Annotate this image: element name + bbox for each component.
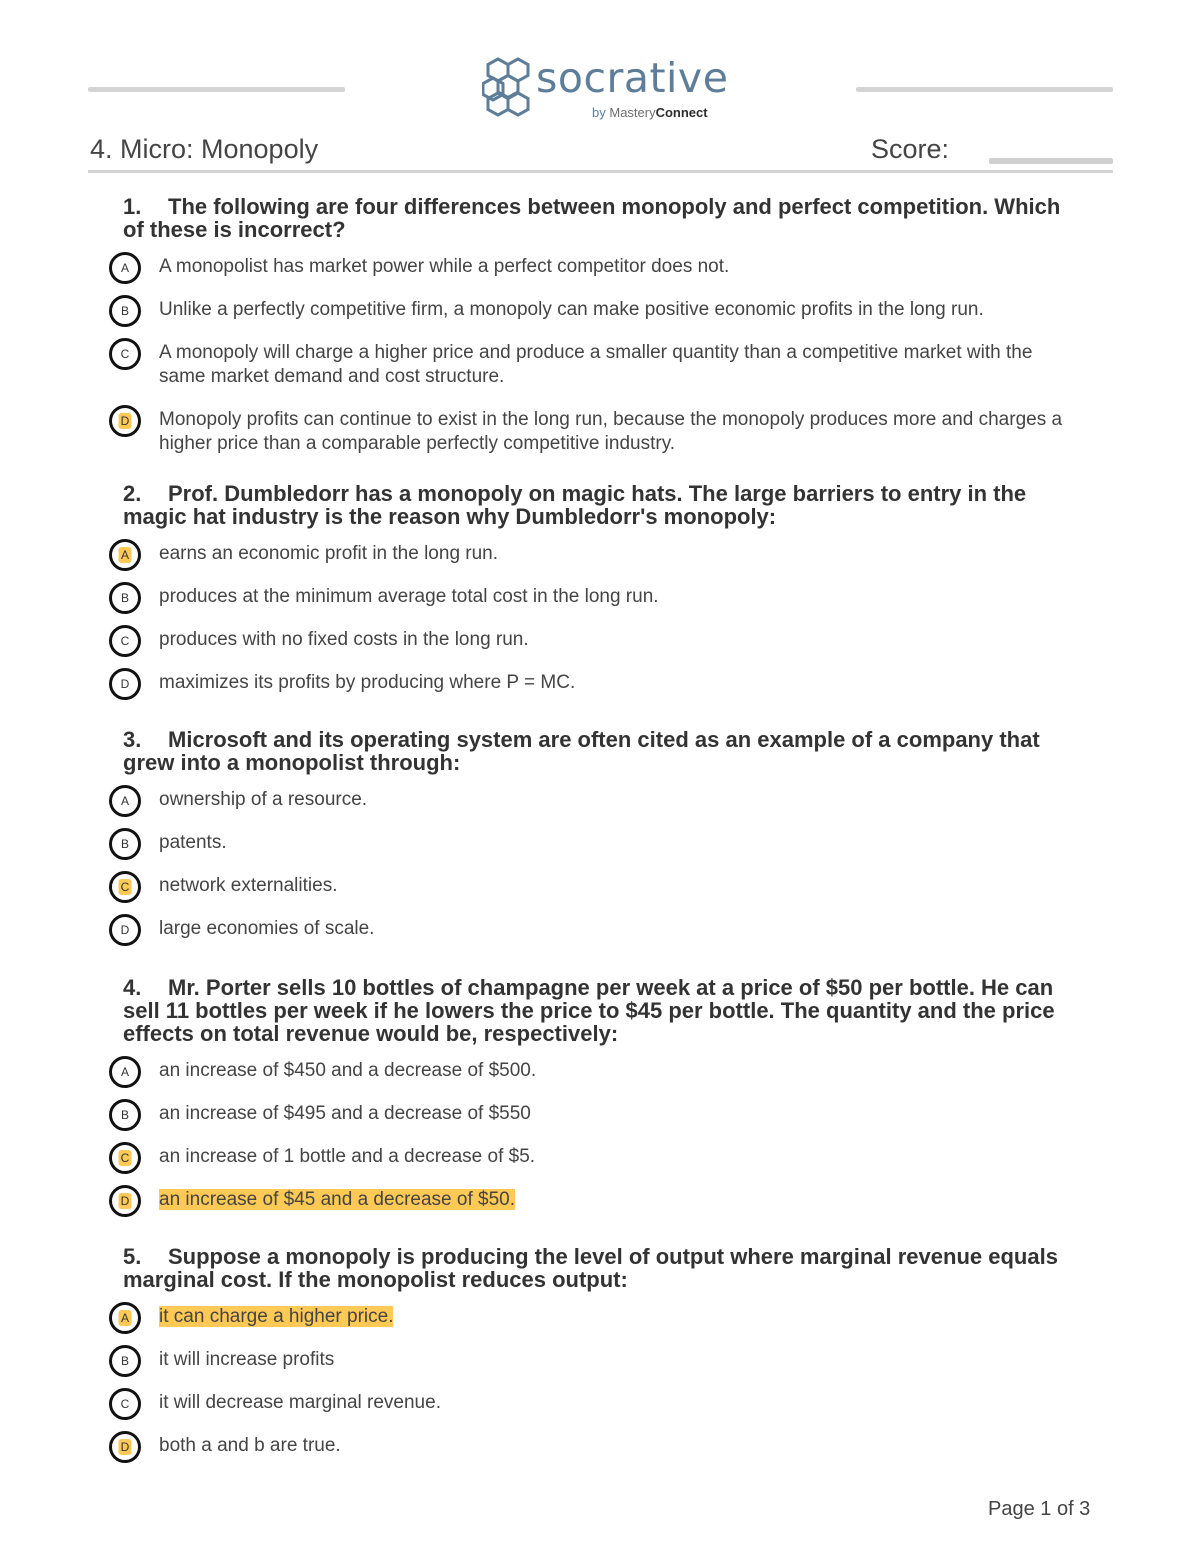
answer-option-b[interactable] xyxy=(120,1348,1083,1372)
option-text-content: A monopolist has market power while a perfect competitor does not. xyxy=(159,256,730,277)
option-text-content: it will increase profits xyxy=(159,1349,335,1370)
answer-bubble[interactable] xyxy=(109,828,141,860)
answer-option-a[interactable] xyxy=(120,255,1083,279)
option-letter: C xyxy=(120,347,130,361)
option-letter: C xyxy=(120,634,130,648)
option-text-content: it will decrease marginal revenue. xyxy=(159,1392,441,1413)
option-text xyxy=(159,408,1083,456)
option-letter: C xyxy=(119,879,132,895)
answer-option-c[interactable] xyxy=(120,1391,1083,1415)
option-letter: A xyxy=(119,547,132,563)
answer-option-b[interactable] xyxy=(120,831,1083,855)
logo-brand xyxy=(609,105,707,120)
option-text xyxy=(159,628,1083,652)
option-letter: D xyxy=(120,923,130,937)
question-1 xyxy=(120,194,1083,475)
option-text-content: earns an economic profit in the long run. xyxy=(159,543,499,564)
header-rule-right xyxy=(856,87,1113,92)
hexagon-logo-icon xyxy=(482,56,538,118)
answer-bubble[interactable] xyxy=(109,252,141,284)
score-label: Score: xyxy=(871,134,950,164)
answer-option-b[interactable] xyxy=(120,298,1083,322)
question-text xyxy=(123,1245,1083,1291)
page-number: Page 1 of 3 xyxy=(988,1498,1091,1520)
option-letter: D xyxy=(119,1439,132,1455)
answer-bubble[interactable] xyxy=(109,539,141,571)
option-text xyxy=(159,874,1083,898)
answer-option-a[interactable] xyxy=(120,1305,1083,1329)
answer-option-b[interactable] xyxy=(120,1102,1083,1126)
question-prompt: The following are four differences between monopoly and perfect competition. Which of these is incorrect? xyxy=(123,194,1061,242)
answer-option-d[interactable] xyxy=(120,1188,1083,1212)
quiz-title: 4. Micro: Monopoly xyxy=(90,134,319,164)
option-text-content: maximizes its profits by producing where P = MC. xyxy=(159,672,576,693)
option-text xyxy=(159,671,1083,695)
option-text-content: produces with no fixed costs in the long run. xyxy=(159,629,529,650)
answer-options xyxy=(120,1305,1083,1458)
question-2 xyxy=(120,481,1083,714)
option-text xyxy=(159,585,1083,609)
question-5 xyxy=(120,1244,1083,1477)
answer-bubble[interactable] xyxy=(109,582,141,614)
option-text-content: an increase of $45 and a decrease of $50. xyxy=(159,1189,515,1210)
answer-bubble[interactable] xyxy=(109,785,141,817)
score-blank-line xyxy=(989,158,1113,164)
answer-option-c[interactable] xyxy=(120,341,1083,389)
answer-bubble[interactable] xyxy=(109,1302,141,1334)
answer-option-d[interactable] xyxy=(120,408,1083,456)
question-text xyxy=(123,195,1083,241)
logo-brand-bold: Connect xyxy=(655,105,708,120)
answer-option-d[interactable] xyxy=(120,671,1083,695)
option-text xyxy=(159,1102,1083,1126)
option-text xyxy=(159,255,1083,279)
question-4 xyxy=(120,975,1083,1231)
option-text-content: an increase of $495 and a decrease of $550 xyxy=(159,1103,531,1124)
option-text xyxy=(159,298,1083,322)
option-text xyxy=(159,1434,1083,1458)
question-prompt: Microsoft and its operating system are often cited as an example of a company that grew into a monopolist through: xyxy=(123,727,1040,775)
question-number: 5. xyxy=(123,1244,142,1269)
logo-wordmark: socrative xyxy=(536,54,729,102)
question-prompt: Prof. Dumbledorr has a monopoly on magic hats. The large barriers to entry in the magic hat industry is the reason why Dumbledorr's monopoly: xyxy=(123,481,1027,529)
answer-bubble[interactable] xyxy=(109,1142,141,1174)
option-text-content: large economies of scale. xyxy=(159,918,375,939)
logo-brand-light: Mastery xyxy=(609,105,656,120)
answer-option-a[interactable] xyxy=(120,1059,1083,1083)
answer-option-a[interactable] xyxy=(120,542,1083,566)
option-text xyxy=(159,917,1083,941)
option-letter: A xyxy=(120,794,129,808)
answer-bubble[interactable] xyxy=(109,405,141,437)
answer-bubble[interactable] xyxy=(109,1388,141,1420)
option-letter: A xyxy=(119,1310,132,1326)
question-number: 4. xyxy=(123,975,142,1000)
question-text xyxy=(123,976,1083,1045)
answer-option-d[interactable] xyxy=(120,1434,1083,1458)
option-letter: D xyxy=(120,677,130,691)
question-number: 1. xyxy=(123,194,142,219)
option-text-content: ownership of a resource. xyxy=(159,789,368,810)
answer-options xyxy=(120,255,1083,456)
option-text-content: network externalities. xyxy=(159,875,338,896)
answer-bubble[interactable] xyxy=(109,625,141,657)
option-letter: D xyxy=(119,1193,132,1209)
option-letter: B xyxy=(120,304,129,318)
answer-option-c[interactable] xyxy=(120,1145,1083,1169)
option-text xyxy=(159,1391,1083,1415)
answer-bubble[interactable] xyxy=(109,1056,141,1088)
answer-bubble[interactable] xyxy=(109,914,141,946)
answer-bubble[interactable] xyxy=(109,1431,141,1463)
option-text xyxy=(159,1348,1083,1372)
option-text xyxy=(159,1145,1083,1169)
answer-bubble[interactable] xyxy=(109,295,141,327)
option-text xyxy=(159,831,1083,855)
question-text xyxy=(123,482,1083,528)
header-rule-left xyxy=(88,87,345,92)
option-text-content: Monopoly profits can continue to exist in the long run, because the monopoly produces more and charges a higher price than a comparable perfectly competitive industry. xyxy=(159,409,1063,454)
option-letter: C xyxy=(119,1150,132,1166)
answer-bubble[interactable] xyxy=(109,1345,141,1377)
answer-bubble[interactable] xyxy=(109,1099,141,1131)
answer-options xyxy=(120,542,1083,695)
question-text xyxy=(123,728,1083,774)
option-letter: B xyxy=(120,837,129,851)
logo-byline xyxy=(592,105,708,120)
option-text-content: both a and b are true. xyxy=(159,1435,341,1456)
socrative-logo xyxy=(482,54,729,126)
question-number: 2. xyxy=(123,481,142,506)
option-text xyxy=(159,1305,1083,1329)
option-text-content: patents. xyxy=(159,832,227,853)
option-letter: B xyxy=(120,1108,129,1122)
answer-option-d[interactable] xyxy=(120,917,1083,941)
option-text xyxy=(159,341,1083,389)
option-text-content: an increase of $450 and a decrease of $500. xyxy=(159,1060,537,1081)
option-text-content: A monopoly will charge a higher price and produce a smaller quantity than a competitive market with the same market demand and cost structure. xyxy=(159,342,1033,387)
option-letter: D xyxy=(119,413,132,429)
answer-options xyxy=(120,788,1083,941)
question-number: 3. xyxy=(123,727,142,752)
answer-option-b[interactable] xyxy=(120,585,1083,609)
answer-bubble[interactable] xyxy=(109,338,141,370)
option-letter: A xyxy=(120,261,129,275)
answer-option-a[interactable] xyxy=(120,788,1083,812)
header-divider xyxy=(88,170,1113,173)
option-letter: C xyxy=(120,1397,130,1411)
option-text-content: Unlike a perfectly competitive firm, a monopoly can make positive economic profits in the long run. xyxy=(159,299,984,320)
answer-bubble[interactable] xyxy=(109,871,141,903)
question-prompt: Suppose a monopoly is producing the level of output where marginal revenue equals marginal cost. If the monopolist reduces output: xyxy=(123,1244,1058,1292)
answer-option-c[interactable] xyxy=(120,874,1083,898)
option-text-content: produces at the minimum average total cost in the long run. xyxy=(159,586,659,607)
logo-by-text: by xyxy=(592,105,606,120)
question-prompt: Mr. Porter sells 10 bottles of champagne per week at a price of $50 per bottle. He can sell 11 bottles per week if he lowers the price to $45 per bottle. The quantity and the price effects on total revenue would be, respectively: xyxy=(123,975,1055,1046)
answer-option-c[interactable] xyxy=(120,628,1083,652)
option-text xyxy=(159,1188,1083,1212)
option-letter: B xyxy=(120,591,129,605)
option-text xyxy=(159,1059,1083,1083)
answer-options xyxy=(120,1059,1083,1212)
answer-bubble[interactable] xyxy=(109,1185,141,1217)
question-3 xyxy=(120,727,1083,960)
option-text xyxy=(159,788,1083,812)
option-letter: A xyxy=(120,1065,129,1079)
option-letter: B xyxy=(120,1354,129,1368)
option-text-content: an increase of 1 bottle and a decrease of $5. xyxy=(159,1146,536,1167)
option-text xyxy=(159,542,1083,566)
answer-bubble[interactable] xyxy=(109,668,141,700)
option-text-content: it can charge a higher price. xyxy=(159,1306,394,1327)
